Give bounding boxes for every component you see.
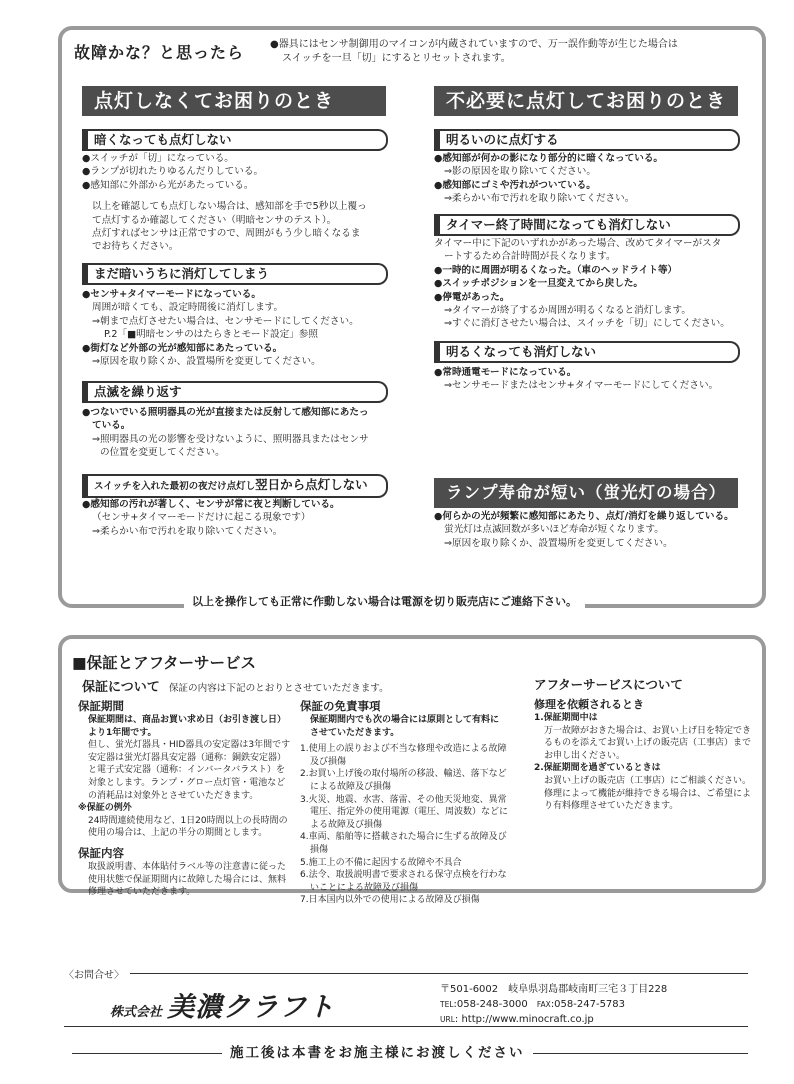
after-line: り有料修理させていただきます。 [544,801,679,812]
exemption-head: 保証の免責事項 [300,699,381,713]
fax-label: FAX [536,1000,551,1009]
content-line: 修理させていただきます。 [88,887,196,898]
after-line: お買い上げの販売店（工事店）にご相談ください。 [544,775,752,786]
period-line: 安定器は蛍光灯器具安定器（通称：銅鉄安定器） [88,752,287,763]
after-service [534,676,751,813]
s2-line: ●街灯など外部の光が感知部にあたっている。 [82,342,283,354]
exemption-line: 電圧、指定外の使用電源（電圧、周波数）などに [310,807,509,818]
s4-line: ⇒柔らかい布で汚れを取り除いてください。 [92,525,283,537]
after-line: 万一故障がおきた場合は、お買い上げ日を特定でき [544,725,752,736]
exemption-line: 1.使用上の誤りおよび不当な修理や改造による故障 [300,744,507,755]
s4-text [82,498,340,538]
exemption-line: いことによる故障及び損傷 [310,882,419,893]
heading-no-light-when-dark: 暗くなっても点灯しない [82,129,388,151]
s6-line: タイマー中に下記のいずれかがあった場合、改めてタイマーがスタ [434,238,722,249]
exemption-line: 4.車両、船舶等に搭載された場合に生ずる故障及び [300,832,507,843]
s7-line: ●常時通電モードになっている。 [434,367,577,378]
fax-number: :058-247-5783 [550,999,626,1010]
s6-text [434,237,730,331]
s5-line: ●感知部が何かの影になり部分的に暗くなっている。 [434,153,664,164]
s2-line: ⇒原因を取り除くか、設置場所を変更してください。 [92,356,321,368]
period-line: 保証期間は、商品お買い求め日（お引き渡し日） [88,715,287,725]
contact-top-rule [130,973,748,974]
s1-line: ●スイッチが「切」になっている。 [82,153,234,164]
phone-fax [440,997,667,1012]
s1-line: でお待ちください。 [92,241,179,253]
heading-off-while-dark: まだ暗いうちに消灯してしまう [82,263,388,285]
exception-line: 使用の場合は、上記の半分の期間とします。 [88,828,268,839]
s1-line: 以上を確認しても点灯しない場合は、感知部を手で5秒以上覆っ [92,201,367,213]
s8-line: ⇒原因を取り除くか、設置場所を変更してください。 [444,537,673,549]
heading-not-off-when-bright: 明るくなっても消灯しない [434,341,740,363]
after-head: アフターサービスについて [534,677,683,692]
exemption-line: させていただきます。 [310,727,400,738]
heading-big-part: 翌日から点灯しない [255,477,368,492]
warranty-period [78,699,290,899]
exemption-line: よる故障及び損傷 [310,819,383,830]
contact-details [440,982,667,1027]
s7-line: ⇒センサモードまたはセンサ+タイマーモードにしてください。 [444,380,719,392]
contact-label: 〈お問合せ〉 [64,966,130,981]
s3-line: ている。 [92,420,131,432]
tel-label: TEL [440,1000,454,1009]
s6-line: ⇒タイマーが終了するか周囲が明るくなると消灯します。 [444,305,691,317]
exemption-line: による故障及び損傷 [310,781,392,792]
heading-blinking: 点滅を繰り返す [82,381,388,403]
exception-head: ※保証の例外 [78,803,132,814]
heading-on-when-bright: 明るいのに点灯する [434,129,740,151]
s3-line: ●つないでいる照明器具の光が直接または反射して感知部にあたっ [82,407,369,418]
exemption-line: 5.施工上の不備に起因する故障や不具合 [300,857,462,868]
s2-line: ⇒朝まで点灯させたい場合は、センサモードにしてください。 [92,315,359,327]
s3-line: の位置を変更してください。 [100,447,225,459]
s6-line: ●一時的に周囲が明るくなった。（車のヘッドライト等） [434,264,678,276]
content-head: 保証内容 [78,845,124,860]
exemption-line: 2.お買い上げ後の取付場所の移設、輸送、落下など [300,769,507,780]
warranty-about-head: 保証について [82,680,160,695]
s6-line: ⇒すぐに消灯させたい場合は、スイッチを「切」にしてください。 [444,318,730,330]
heading-first-night-only [82,474,388,498]
s5-text [434,152,663,206]
warranty-title: ■保証とアフターサービス [72,654,257,672]
s8-line: 蛍光灯は点滅回数が多いほど寿命が短くなります。 [444,524,664,536]
s4-line: ●感知部の汚れが著しく、センサが常に夜と判断している。 [82,499,340,510]
website-link[interactable]: : http://www.minocraft.co.jp [454,1014,594,1025]
exemption-line: 及び損傷 [310,756,347,767]
company-logo [110,985,335,1024]
after-line: お申し出ください。 [544,750,626,761]
s3-text [82,406,369,460]
exemption-line: 損傷 [310,844,329,855]
heading-timer-not-off: タイマー終了時間になっても消灯しない [434,214,740,236]
s2-text [82,288,359,368]
reset-note-line-2: スイッチを一旦「切」にするとリセットされます。 [282,53,511,64]
s3-line: ⇒照明器具の光の影響を受けないように、照明器具またはセンサ [92,433,369,445]
s5-line: ⇒影の原因を取り除いてください。 [444,166,596,178]
reset-note-line-1: ●器具にはセンサ制御用のマイコンが内蔵されていますので、万一誤作動等が生じた場合は [270,39,678,50]
s2-line: ●センサ+タイマーモードになっている。 [82,289,261,300]
period-line: と電子式安定器（通称：インバータバラスト）を [88,765,286,776]
tel-number: :058-248-3000 [453,999,528,1010]
after-sub: 修理を依頼されるとき [534,698,644,711]
exemption-line: 3.火災、地震、水害、落雷、その他天災地変、異常 [300,794,507,805]
postal-address: 〒501-6002 岐阜県羽島郡岐南町三宅３丁目228 [440,984,668,995]
s6-line: ●スイッチポジションを一旦変えてから戻した。 [434,278,644,290]
content-line: 使用状態で保証期間内に故障した場合には、無料 [88,874,287,885]
exemption-line: 6.法令、取扱説明書で要求される保守点検を行わな [300,870,507,881]
period-line: より1年間です。 [88,727,157,738]
company-name: 美濃クラフト [167,992,336,1023]
period-line: 但し、蛍光灯器具・HID器具の安定器は3年間です [88,740,291,751]
period-line: 対象とします。ランプ・グロー点灯管・電池など [88,777,286,788]
after-line: 1.保証期間中は [534,713,598,723]
exception-line: 24時間連続使用など、1日20時間以上の長時間の [88,815,288,826]
s1-line: ●感知部に外部から光があたっている。 [82,179,254,191]
banner-unneeded-lighting: 不必要に点灯してお困りのとき [434,86,738,116]
warranty-about-note: 保証の内容は下記のとおりとさせていただきます。 [168,683,389,694]
banner-short-lamp-life: ランプ寿命が短い（蛍光灯の場合） [434,478,738,508]
s2-line: 周囲が暗くても、設定時間後に消灯します。 [92,302,284,314]
s7-text [434,366,718,393]
handover-note: 施工後は本書をお施主様にお渡しください [222,1043,533,1063]
url-label: URL [440,1015,455,1024]
troubleshoot-title: 故障かな？と思ったら [74,43,245,62]
banner-not-lighting: 点灯しなくてお困りのとき [82,86,386,116]
troubleshoot-footer: 以上を操作しても正常に作動しない場合は電源を切り販売店にご連絡下さい。 [184,594,585,610]
s6-line: ートするため合計時間が長くなります。 [444,251,616,263]
s1-text [82,152,367,254]
heading-small-part: スイッチを入れた最初の夜だけ点灯し [94,481,256,492]
after-line: るものを添えてお買い上げの販売店（工事店）まで [544,738,752,749]
contact-bottom-rule [64,1026,748,1027]
after-line: 修理によって機能が維持できる場合は、ご希望によ [544,788,752,799]
period-line: の消耗品は対象外とさせていただきます。 [88,790,259,801]
s5-line: ●感知部にゴミや汚れがついている。 [434,179,596,191]
exemption-line: 7.日本国内以外での使用による故障及び損傷 [300,895,480,906]
s8-text [434,510,734,550]
content-line: 取扱説明書、本体貼付ラベル等の注意書に従った [88,861,287,872]
company-prefix: 株式会社 [110,1005,163,1020]
s8-line: ●何らかの光が頻繁に感知部にあたり、点灯/消灯を繰り返している。 [434,511,734,522]
s4-line: （センサ+タイマーモードだけに起こる現象です） [92,512,311,524]
period-head: 保証期間 [78,699,124,713]
s1-line: ●ランプが切れたりゆるんだりしている。 [82,166,264,178]
s1-line: 点灯すればセンサは正常ですので、周囲がもう少し暗くなるま [92,228,361,240]
s5-line: ⇒柔らかい布で汚れを取り除いてください。 [444,193,635,205]
s2-line: P.2「■明暗センサのはたらきとモード設定」参照 [104,329,318,341]
warranty-exemption [300,699,508,907]
warranty-about [82,676,389,695]
after-line: 2.保証期間を過ぎているときは [534,763,661,774]
s6-line: ●停電があった。 [434,291,510,303]
s1-line: て点灯するか確認してください（明暗センサのテスト）。 [92,214,337,226]
exemption-line: 保証期間内でも次の場合には原則として有料に [310,715,500,725]
